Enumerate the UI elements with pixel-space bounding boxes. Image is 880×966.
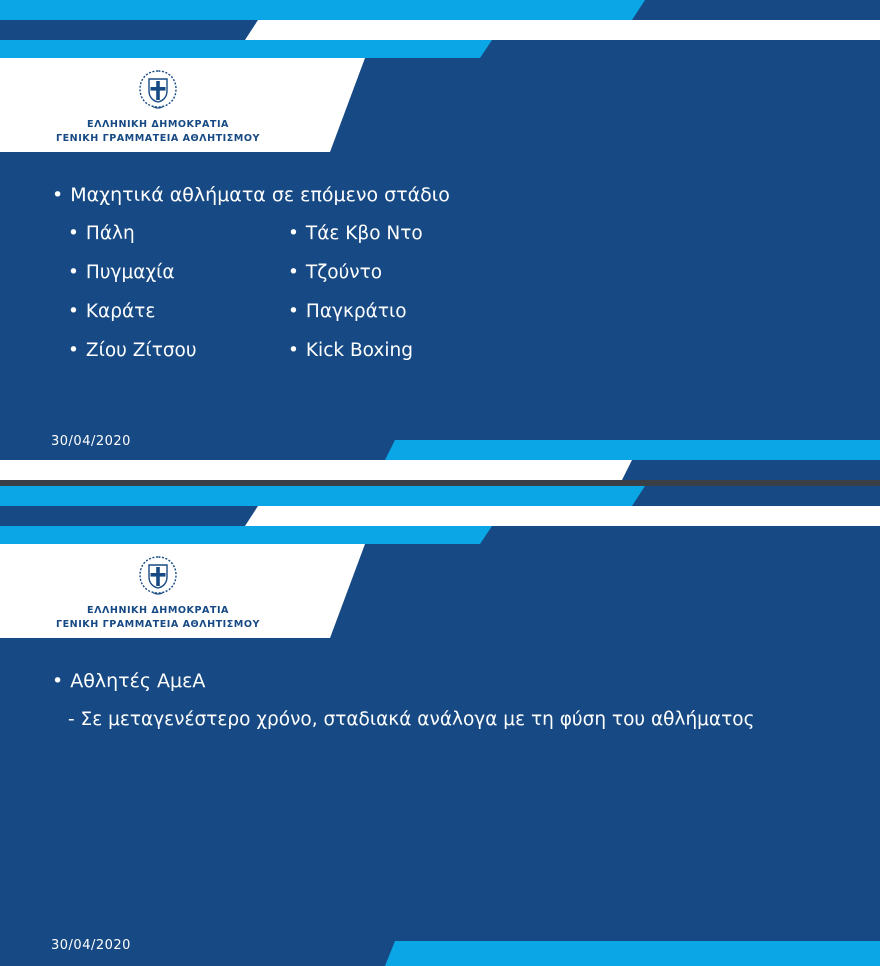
org-name-line-2: ΓΕΝΙΚΗ ΓΡΑΜΜΑΤΕΙΑ ΑΘΛΗΤΙΣΜΟΥ [56, 133, 260, 144]
list-item-label: Τζούντο [305, 262, 383, 283]
bullet-icon: • [52, 184, 64, 206]
slide-2 [0, 486, 880, 966]
bullet-icon: • [288, 301, 299, 322]
list-item [68, 220, 288, 248]
bullet-icon: • [68, 223, 79, 244]
list-item [68, 337, 288, 365]
list-item [288, 259, 508, 287]
bullet-icon: • [52, 670, 64, 692]
list-item [288, 298, 508, 326]
top-stripe-white [245, 20, 880, 40]
top-stripe-light-blue-2 [0, 526, 492, 544]
slide-date: 30/04/2020 [51, 938, 131, 953]
bullet-icon: • [288, 223, 299, 244]
list-item [288, 337, 508, 365]
list-item-label: Τάε Κβο Ντο [305, 223, 423, 244]
slide-heading [52, 666, 754, 696]
list-item-label: Ζίου Ζίτσου [85, 340, 197, 361]
bottom-stripe-light-blue [385, 440, 880, 460]
list-item-label: Παγκράτιο [305, 301, 407, 322]
greek-coat-of-arms-icon [135, 552, 181, 598]
greek-coat-of-arms-icon [135, 66, 181, 112]
list-item [68, 298, 288, 326]
slide-date: 30/04/2020 [51, 434, 131, 449]
top-stripe-light-blue [0, 486, 645, 506]
org-name-line-2: ΓΕΝΙΚΗ ΓΡΑΜΜΑΤΕΙΑ ΑΘΛΗΤΙΣΜΟΥ [56, 619, 260, 630]
bottom-stripe-light-blue [385, 941, 880, 966]
top-stripe-light-blue-2 [0, 40, 492, 58]
heading-text: Μαχητικά αθλήματα σε επόμενο στάδιο [70, 184, 450, 206]
top-stripe-white [245, 506, 880, 526]
list-item-label: Πυγμαχία [85, 262, 175, 283]
slide-heading [52, 180, 508, 210]
slide-1-content [52, 180, 508, 365]
bullet-icon: • [68, 262, 79, 283]
list-item [288, 220, 508, 248]
slide-2-content [52, 666, 754, 734]
bottom-stripe-white [0, 460, 632, 480]
martial-arts-list [68, 220, 508, 365]
ministry-logo [52, 552, 264, 632]
list-item-label: Πάλη [85, 223, 135, 244]
list-item-label: Καράτε [85, 301, 156, 322]
bullet-icon: • [288, 262, 299, 283]
bullet-icon: • [288, 340, 299, 361]
org-name-line-1: ΕΛΛΗΝΙΚΗ ΔΗΜΟΚΡΑΤΙΑ [87, 119, 229, 130]
sub-point: - Σε μεταγενέστερο χρόνο, σταδιακά ανάλογα με τη φύση του αθλήματος [68, 709, 755, 730]
bullet-icon: • [68, 340, 79, 361]
list-item [68, 259, 288, 287]
heading-text: Αθλητές ΑμεΑ [70, 670, 206, 692]
slide-1 [0, 0, 880, 480]
top-stripe-light-blue [0, 0, 645, 20]
ministry-logo [52, 66, 264, 146]
bullet-icon: • [68, 301, 79, 322]
org-name-line-1: ΕΛΛΗΝΙΚΗ ΔΗΜΟΚΡΑΤΙΑ [87, 605, 229, 616]
list-item-label: Kick Boxing [305, 340, 413, 361]
